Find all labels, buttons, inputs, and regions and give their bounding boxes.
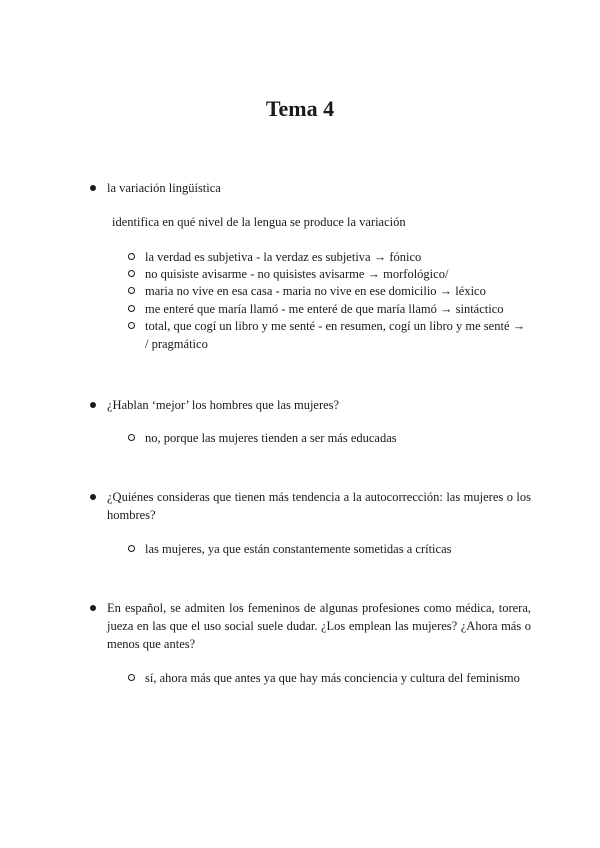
bullet-icon	[90, 605, 96, 611]
sub-bullet-icon	[128, 287, 135, 294]
section-4-bullet: En español, se admiten los femeninos de algunas profesiones como médica, torera, jueza en las que el uso social suele dudar. ¿Los emplean las mujeres? ¿Ahora más o menos que antes?	[107, 601, 531, 651]
section-2-item-1: no, porque las mujeres tienden a ser más educadas	[145, 431, 397, 445]
section-1-item-5: total, que cogí un libro y me senté - en resumen, cogí un libro y me senté → / pragmático	[145, 319, 526, 351]
section-1-item-4: me enteré que maría llamó - me enteré de que maría llamó → sintáctico	[145, 302, 504, 316]
sub-bullet-icon	[128, 305, 135, 312]
section-1-item-1: la verdad es subjetiva - la verdaz es subjetiva → fónico	[145, 250, 422, 264]
section-1-instruction: identifica en qué nivel de la lengua se produce la variación	[112, 215, 406, 229]
section-3-item-1: las mujeres, ya que están constantemente sometidas a críticas	[145, 542, 452, 556]
sub-bullet-icon	[128, 674, 135, 681]
sub-bullet-icon	[128, 434, 135, 441]
section-2-bullet: ¿Hablan ‘mejor’ los hombres que las mujeres?	[107, 398, 340, 412]
section-1-bullet: la variación lingüística	[107, 181, 221, 195]
section-4-item-1: sí, ahora más que antes ya que hay más conciencia y cultura del feminismo	[145, 671, 520, 685]
bullet-icon	[90, 402, 96, 408]
section-1-item-2: no quisiste avisarme - no quisistes avisarme → morfológico/	[145, 267, 449, 281]
sub-bullet-icon	[128, 322, 135, 329]
section-3-bullet: ¿Quiénes consideras que tienen más tendencia a la autocorrección: las mujeres o los hombres?	[107, 490, 531, 522]
page-title: Tema 4	[265, 96, 335, 121]
sub-bullet-icon	[128, 253, 135, 260]
section-1-item-3: maria no vive en esa casa - maria no vive en ese domicilio → léxico	[145, 284, 486, 298]
bullet-icon	[90, 494, 96, 500]
sub-bullet-icon	[128, 545, 135, 552]
sub-bullet-icon	[128, 270, 135, 277]
bullet-icon	[90, 185, 96, 191]
